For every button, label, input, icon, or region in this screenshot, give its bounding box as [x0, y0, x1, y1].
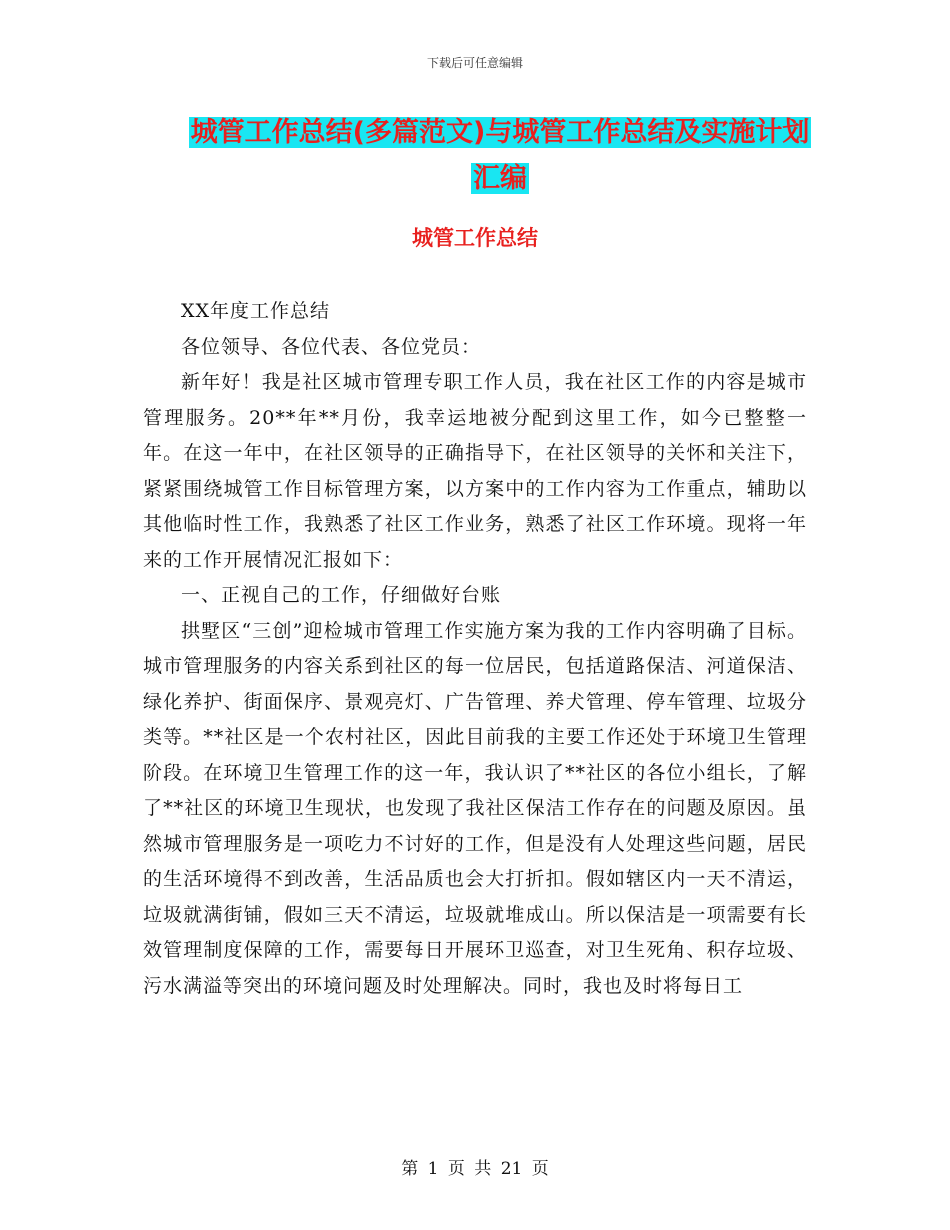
- paragraph-salutation: 各位领导、各位代表、各位党员：: [181, 335, 482, 358]
- paragraph-subheading-1: 一、正视自己的工作，仔细做好台账: [181, 584, 502, 606]
- document-title: [140, 110, 860, 202]
- document-body: [143, 294, 807, 1004]
- title-line-1: 城管工作总结(多篇范文)与城管工作总结及实施计划: [190, 117, 810, 148]
- section-title: 城管工作总结: [412, 226, 538, 250]
- paragraph-body-1: 拱墅区“三创”迎检城市管理工作实施方案为我的工作内容明确了目标。城市管理服务的内容关系到社区的每一位居民，包括道路保洁、河道保洁、绿化养护、街面保序、景观亮灯、广告管理、养犬管理、停车管理、垃圾分类等。**社区是一个农村社区，因此目前我的主要工作还处于环境卫生管理阶段。在环境卫生管理工作的这一年，我认识了**社区的各位小组长，了解了**社区的环境卫生现状，也发现了我社区保洁工作存在的问题及原因。虽然城市管理服务是一项吃力不讨好的工作，但是没有人处理这些问题，居民的生活环境得不到改善，生活品质也会大打折扣。假如辖区内一天不清运，垃圾就满街铺，假如三天不清运，垃圾就堆成山。所以保洁是一项需要有长效管理制度保障的工作，需要每日开展环卫巡查，对卫生死角、积存垃圾、污水满溢等突出的环境问题及时处理解决。同时，我也及时将每日工: [143, 619, 807, 997]
- title-line-2: 汇编: [473, 163, 527, 194]
- paragraph-introduction: 新年好！我是社区城市管理专职工作人员，我在社区工作的内容是城市管理服务。20**年**月份，我幸运地被分配到这里工作，如今已整整一年。在这一年中，在社区领导的正确指导下，在社区领导的关怀和关注下，紧紧围绕城管工作目标管理方案，以方案中的工作内容为工作重点，辅助以其他临时性工作，我熟悉了社区工作业务，熟悉了社区工作环境。现将一年来的工作开展情况汇报如下：: [143, 371, 807, 571]
- page-footer: 第 1 页 共 21 页: [401, 1159, 549, 1179]
- paragraph-report-heading: XX年度工作总结: [181, 300, 331, 322]
- header-note: 下载后可任意编辑: [426, 56, 523, 70]
